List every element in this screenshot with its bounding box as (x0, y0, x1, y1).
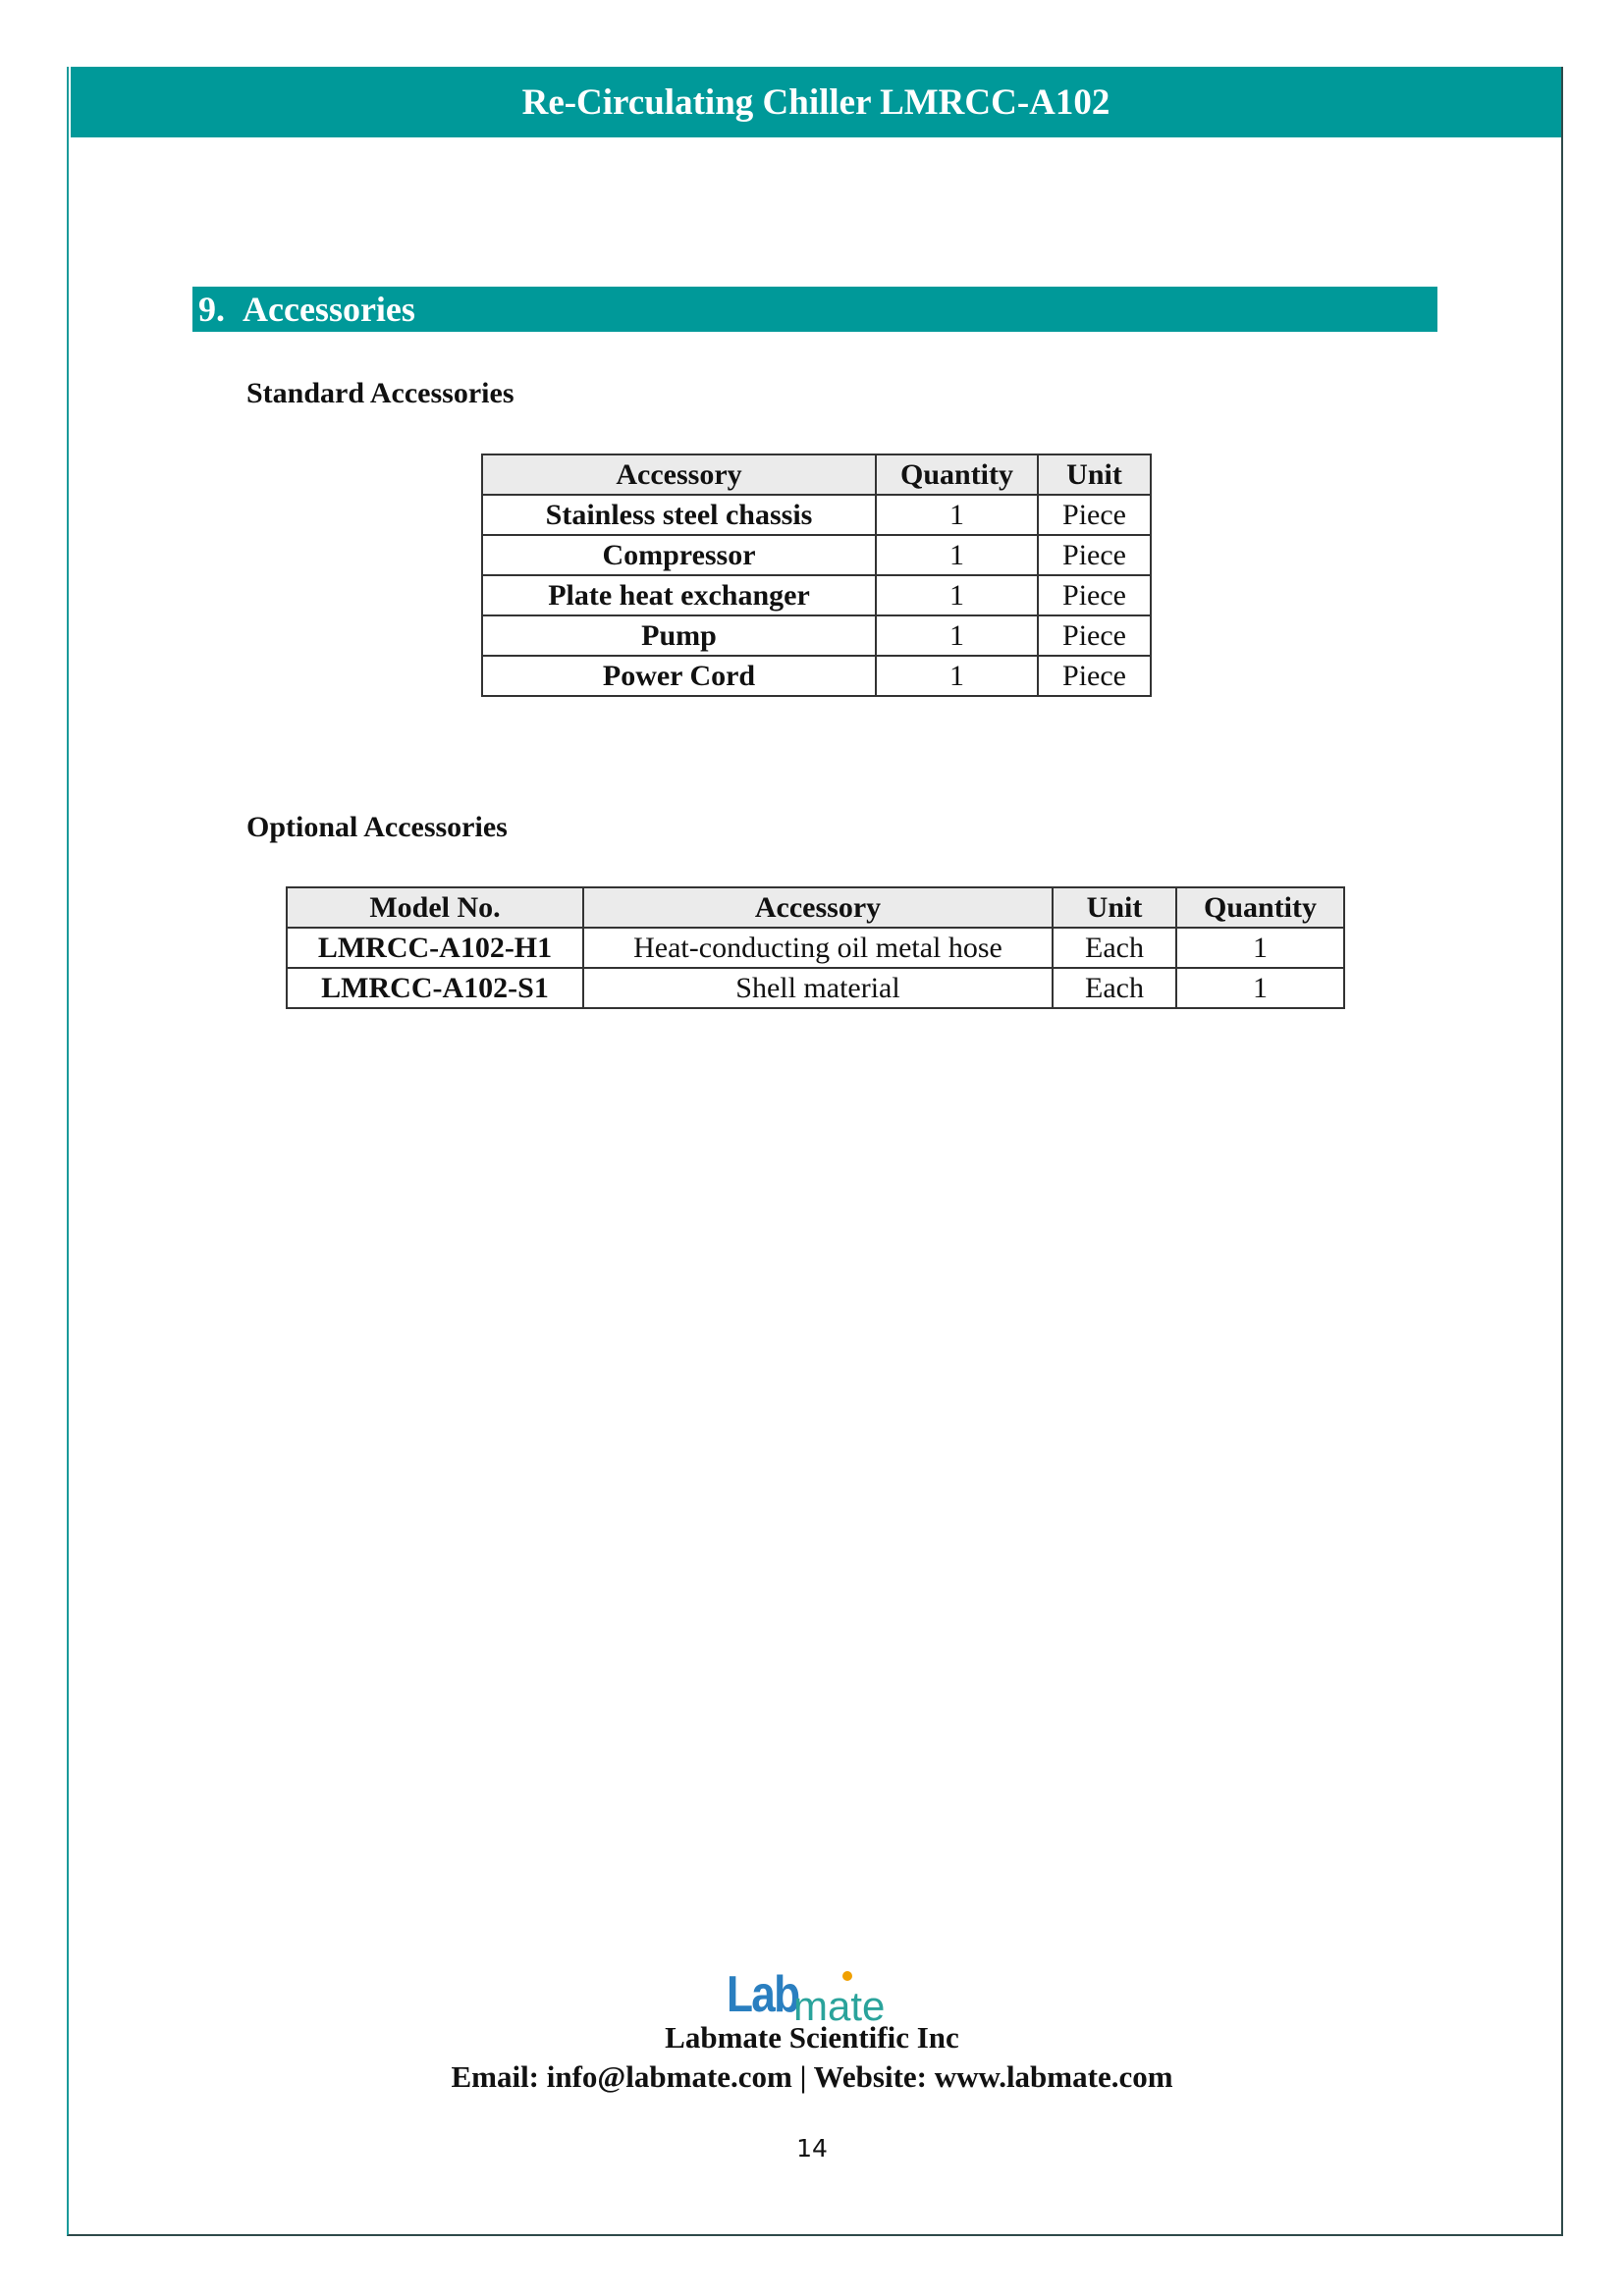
optional-accessories-heading: Optional Accessories (246, 811, 508, 843)
accessory-cell: Compressor (482, 535, 876, 575)
column-header: Quantity (1176, 887, 1344, 928)
quantity-cell: 1 (876, 535, 1038, 575)
unit-cell: Piece (1038, 575, 1151, 615)
unit-cell: Piece (1038, 656, 1151, 696)
column-header: Accessory (583, 887, 1053, 928)
unit-cell: Each (1053, 968, 1176, 1008)
page-number: 14 (796, 2134, 828, 2163)
table-row (482, 495, 1151, 535)
column-header: Quantity (876, 454, 1038, 495)
section-number: 9. (198, 290, 225, 329)
standard-accessories-table (481, 454, 1152, 697)
table-header-row (287, 887, 1344, 928)
quantity-cell: 1 (876, 575, 1038, 615)
quantity-cell: 1 (1176, 928, 1344, 968)
column-header: Unit (1053, 887, 1176, 928)
standard-accessories-heading: Standard Accessories (246, 377, 514, 409)
accessory-cell: Shell material (583, 968, 1053, 1008)
contact-line: Email: info@labmate.com | Website: www.labmate.com (451, 2059, 1173, 2094)
unit-cell: Piece (1038, 535, 1151, 575)
table-row (482, 656, 1151, 696)
unit-cell: Piece (1038, 495, 1151, 535)
quantity-cell: 1 (1176, 968, 1344, 1008)
table-row (482, 535, 1151, 575)
quantity-cell: 1 (876, 615, 1038, 656)
document-title: Re-Circulating Chiller LMRCC-A102 (521, 81, 1110, 123)
accessory-cell: Stainless steel chassis (482, 495, 876, 535)
logo-lab-text: Lab (727, 1966, 799, 2023)
column-header: Accessory (482, 454, 876, 495)
model-number-cell: LMRCC-A102-H1 (287, 928, 583, 968)
table-row (482, 575, 1151, 615)
section-title: Accessories (243, 290, 415, 329)
table-row (482, 615, 1151, 656)
section-heading (192, 287, 1437, 332)
model-number-cell: LMRCC-A102-S1 (287, 968, 583, 1008)
optional-accessories-table (286, 886, 1345, 1009)
accessory-cell: Plate heat exchanger (482, 575, 876, 615)
accessory-cell: Power Cord (482, 656, 876, 696)
logo-flask-icon (842, 1971, 852, 1981)
labmate-logo (727, 1965, 913, 2029)
table-row (287, 928, 1344, 968)
quantity-cell: 1 (876, 495, 1038, 535)
page-header (71, 67, 1561, 137)
logo-mate-text: mate (793, 1983, 886, 2029)
quantity-cell: 1 (876, 656, 1038, 696)
unit-cell: Piece (1038, 615, 1151, 656)
unit-cell: Each (1053, 928, 1176, 968)
accessory-cell: Pump (482, 615, 876, 656)
accessory-cell: Heat-conducting oil metal hose (583, 928, 1053, 968)
company-name: Labmate Scientific Inc (665, 2020, 959, 2055)
column-header: Model No. (287, 887, 583, 928)
column-header: Unit (1038, 454, 1151, 495)
table-row (287, 968, 1344, 1008)
table-header-row (482, 454, 1151, 495)
